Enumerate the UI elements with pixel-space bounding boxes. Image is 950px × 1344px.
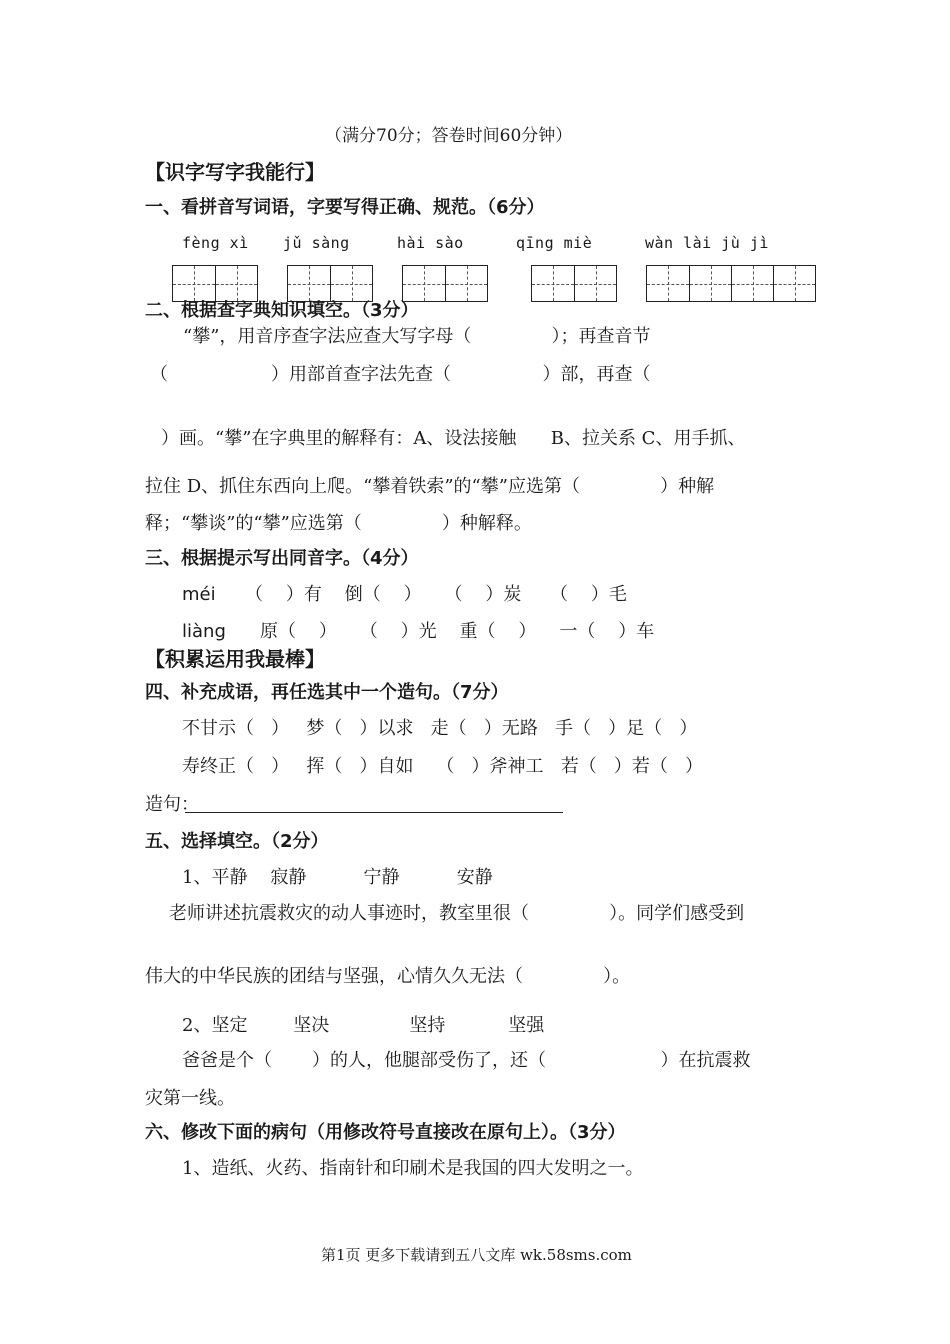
choice-options-1: 1、平静 寂静 宁静 安静 — [182, 867, 493, 888]
idiom-row-2: 寿终正（ ） 挥（ ）自如 （ ）斧神工 若（ ）若（ ） — [182, 756, 704, 777]
sentence-answer-line[interactable] — [185, 812, 563, 813]
pinyin-1: fèng xì — [182, 234, 249, 252]
choice-sentence-1a: 老师讲述抗震救灾的动人事迹时，教室里很（ ）。同学们感受到 — [169, 903, 745, 924]
question-2-line-4: 拉住 D、抓住东西向上爬。“攀着铁索”的“攀”应选第（ ）种解 — [145, 476, 715, 497]
section-heading-accumulation: 【积累运用我最棒】 — [145, 647, 325, 671]
faulty-sentence-1: 1、造纸、火药、指南针和印刷术是我国的四大发明之一。 — [182, 1158, 644, 1179]
question-2-line-2: （ ）用部首查字法先查（ ）部，再查（ — [150, 364, 651, 385]
page-footer: 第1页 更多下载请到五八文库 wk.58sms.com — [321, 1246, 632, 1264]
pinyin-2: jǔ sàng — [283, 234, 350, 252]
choice-sentence-2a: 爸爸是个（ ）的人，他腿部受伤了，还（ ）在抗震救 — [182, 1050, 751, 1071]
idiom-row-1: 不甘示（ ） 梦（ ）以求 走（ ）无路 手（ ）足（ ） — [182, 718, 698, 739]
question-2-line-3: ）画。“攀”在字典里的解释有：A、设法接触 B、拉关系 C、用手抓、 — [161, 428, 746, 449]
question-2-line-5: 释；“攀谈”的“攀”应选第（ ）种解释。 — [145, 513, 532, 534]
writing-grid-3[interactable] — [402, 265, 488, 302]
pinyin-3: hài sào — [397, 234, 464, 252]
question-1-title: 一、看拼音写词语，字要写得正确、规范。（6分） — [145, 197, 545, 218]
question-2-title: 二、根据查字典知识填空。（3分） — [145, 300, 419, 321]
writing-grid-4[interactable] — [531, 265, 617, 302]
pinyin-4: qīng miè — [516, 234, 593, 252]
homophone-pinyin-liang: liàng — [182, 621, 226, 642]
question-6-title: 六、修改下面的病句（用修改符号直接改在原句上）。（3分） — [145, 1122, 626, 1143]
question-3-title: 三、根据提示写出同音字。（4分） — [145, 548, 419, 569]
question-2-line-1: “攀”，用音序查字法应查大写字母（ ）；再查音节 — [183, 326, 651, 347]
writing-grid-1[interactable] — [172, 265, 258, 302]
choice-sentence-2b: 灾第一线。 — [145, 1088, 235, 1109]
question-5-title: 五、选择填空。（2分） — [145, 831, 329, 852]
writing-grid-5[interactable] — [646, 265, 816, 302]
pinyin-5: wàn lài jù jì — [645, 234, 769, 252]
homophone-row-2: 原（ ） （ ）光 重（ ） 一（ ）车 — [260, 621, 655, 642]
question-4-title: 四、补充成语，再任选其中一个造句。（7分） — [145, 682, 509, 703]
homophone-pinyin-mei: méi — [182, 584, 216, 605]
writing-grid-2[interactable] — [287, 265, 373, 302]
exam-subtitle: （满分70分；答卷时间60分钟） — [325, 126, 573, 146]
homophone-row-1: （ ）有 倒（ ） （ ）炭 （ ）毛 — [245, 584, 627, 605]
sentence-label: 造句： — [145, 794, 199, 815]
choice-options-2: 2、坚定 坚决 坚持 坚强 — [182, 1015, 545, 1036]
section-heading-literacy: 【识字写字我能行】 — [145, 160, 325, 184]
choice-sentence-1b: 伟大的中华民族的团结与坚强，心情久久无法（ ）。 — [145, 966, 631, 987]
